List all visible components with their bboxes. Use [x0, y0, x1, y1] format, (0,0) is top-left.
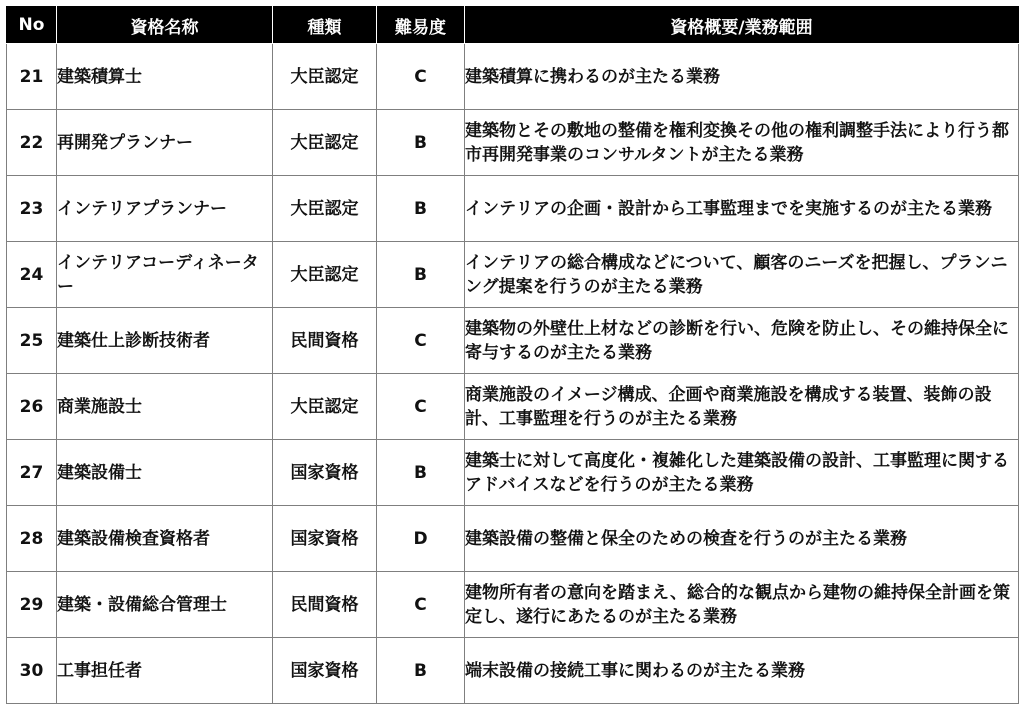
cell-no: 24 — [7, 242, 57, 308]
cell-difficulty: C — [377, 308, 465, 374]
cell-summary: 商業施設のイメージ構成、企画や商業施設を構成する装置、装飾の設計、工事監理を行うのが主たる業務 — [465, 374, 1019, 440]
table-row — [7, 440, 1019, 506]
cell-no: 26 — [7, 374, 57, 440]
cell-name: インテリアプランナー — [57, 176, 273, 242]
cell-summary: 建築積算に携わるのが主たる業務 — [465, 44, 1019, 110]
cell-type: 国家資格 — [273, 638, 377, 704]
cell-no: 29 — [7, 572, 57, 638]
table-row — [7, 308, 1019, 374]
cell-name: インテリアコーディネーター — [57, 242, 273, 308]
cell-difficulty: B — [377, 638, 465, 704]
cell-type: 民間資格 — [273, 308, 377, 374]
table-row — [7, 572, 1019, 638]
cell-difficulty: C — [377, 44, 465, 110]
cell-no: 30 — [7, 638, 57, 704]
cell-type: 大臣認定 — [273, 374, 377, 440]
cell-no: 28 — [7, 506, 57, 572]
cell-name: 建築設備検査資格者 — [57, 506, 273, 572]
cell-difficulty: B — [377, 110, 465, 176]
cell-difficulty: C — [377, 374, 465, 440]
header-type: 種類 — [273, 7, 377, 44]
cell-summary: インテリアの企画・設計から工事監理までを実施するのが主たる業務 — [465, 176, 1019, 242]
cell-type: 大臣認定 — [273, 176, 377, 242]
cell-summary: インテリアの総合構成などについて、顧客のニーズを把握し、プランニング提案を行うのが主たる業務 — [465, 242, 1019, 308]
table-row — [7, 176, 1019, 242]
table-row — [7, 638, 1019, 704]
cell-name: 建築設備士 — [57, 440, 273, 506]
cell-name: 建築・設備総合管理士 — [57, 572, 273, 638]
table-header — [7, 7, 1019, 44]
qualification-table — [6, 6, 1019, 704]
cell-difficulty: C — [377, 572, 465, 638]
header-difficulty: 難易度 — [377, 7, 465, 44]
cell-difficulty: B — [377, 440, 465, 506]
cell-difficulty: D — [377, 506, 465, 572]
cell-type: 民間資格 — [273, 572, 377, 638]
cell-summary: 建築物の外壁仕上材などの診断を行い、危険を防止し、その維持保全に寄与するのが主たる業務 — [465, 308, 1019, 374]
cell-no: 21 — [7, 44, 57, 110]
table-row — [7, 110, 1019, 176]
cell-type: 大臣認定 — [273, 242, 377, 308]
cell-name: 再開発プランナー — [57, 110, 273, 176]
cell-summary: 建築士に対して高度化・複雑化した建築設備の設計、工事監理に関するアドバイスなどを行うのが主たる業務 — [465, 440, 1019, 506]
cell-type: 大臣認定 — [273, 110, 377, 176]
table-row — [7, 374, 1019, 440]
cell-no: 27 — [7, 440, 57, 506]
cell-difficulty: B — [377, 242, 465, 308]
cell-no: 22 — [7, 110, 57, 176]
cell-name: 建築積算士 — [57, 44, 273, 110]
cell-name: 建築仕上診断技術者 — [57, 308, 273, 374]
cell-name: 工事担任者 — [57, 638, 273, 704]
cell-summary: 建築物とその敷地の整備を権利変換その他の権利調整手法により行う都市再開発事業のコンサルタントが主たる業務 — [465, 110, 1019, 176]
qualification-table-sheet — [6, 6, 1018, 714]
table-row — [7, 44, 1019, 110]
cell-name: 商業施設士 — [57, 374, 273, 440]
cell-no: 23 — [7, 176, 57, 242]
table-row — [7, 506, 1019, 572]
header-name: 資格名称 — [57, 7, 273, 44]
cell-summary: 建築設備の整備と保全のための検査を行うのが主たる業務 — [465, 506, 1019, 572]
header-row — [7, 7, 1019, 44]
cell-difficulty: B — [377, 176, 465, 242]
cell-summary: 建物所有者の意向を踏まえ、総合的な観点から建物の維持保全計画を策定し、遂行にあたるのが主たる業務 — [465, 572, 1019, 638]
table-body — [7, 44, 1019, 704]
cell-summary: 端末設備の接続工事に関わるのが主たる業務 — [465, 638, 1019, 704]
cell-type: 大臣認定 — [273, 44, 377, 110]
cell-type: 国家資格 — [273, 440, 377, 506]
header-no: No — [7, 7, 57, 44]
header-summary: 資格概要/業務範囲 — [465, 7, 1019, 44]
cell-type: 国家資格 — [273, 506, 377, 572]
table-row — [7, 242, 1019, 308]
cell-no: 25 — [7, 308, 57, 374]
